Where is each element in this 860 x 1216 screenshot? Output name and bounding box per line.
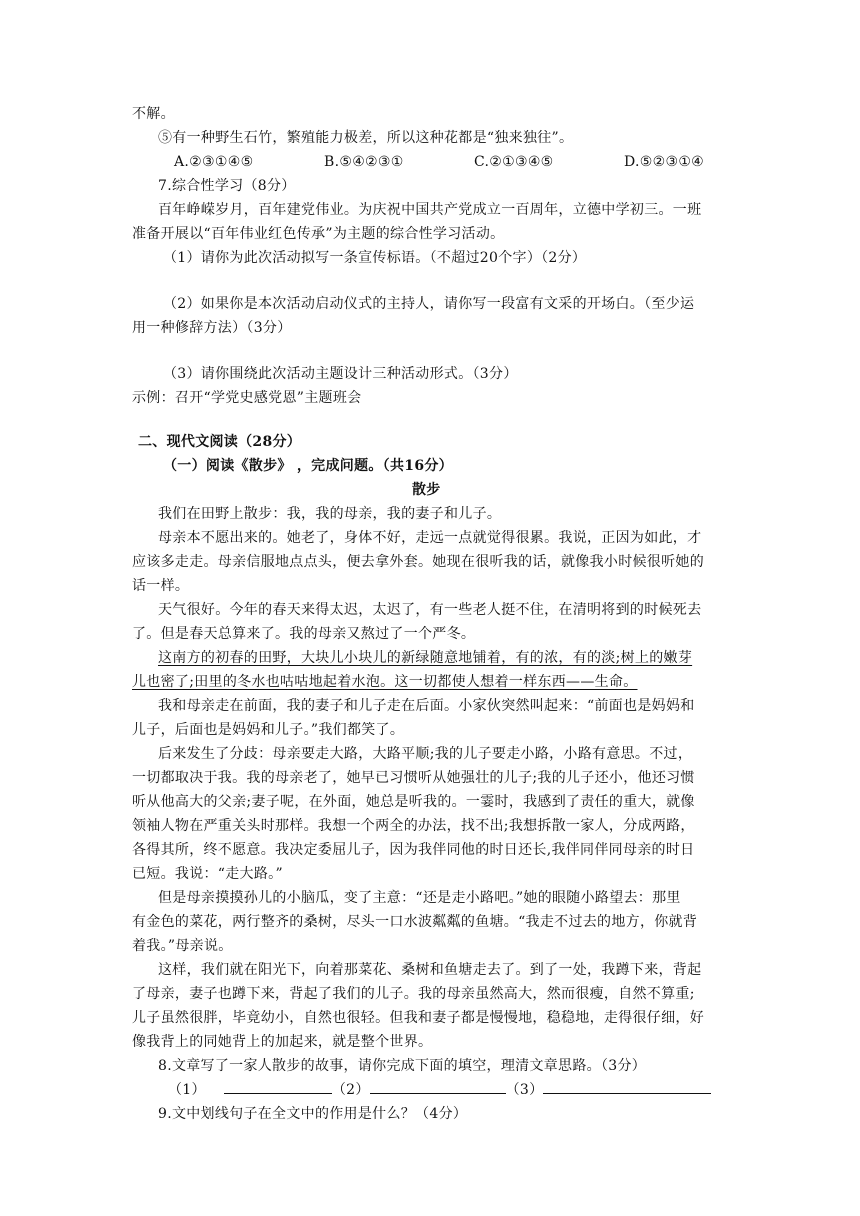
article-p3-l2: 了。但是春天总算来了。我的母亲又熬过了一个严冬。 <box>132 626 476 642</box>
article-p7-l2: 有金色的菜花，两行整齐的桑树，尽头一口水波粼粼的鱼塘。“我走不过去的地方，你就背 <box>132 914 698 930</box>
article-p2-l1: 母亲本不愿出来的。她老了，身体不好，走远一点就觉得很累。我说，正因为如此，才 <box>158 530 702 546</box>
article-p7-l1: 但是母亲摸摸孙儿的小脑瓜，变了主意：“还是走小路吧。”她的眼随小路望去：那里 <box>158 890 681 906</box>
q6-option-c: C.②①③④⑤ <box>474 154 554 170</box>
article-p8-l4: 像我背上的同她背上的加起来，就是整个世界。 <box>132 1034 433 1050</box>
article-p8-l2: 了母亲，妻子也蹲下来，背起了我们的儿子。我的母亲虽然高大，然而很瘦，自然不算重; <box>132 986 695 1002</box>
underlined-sentence-l2: 儿也密了;田里的冬水也咕咕地起着水泡。这一切都使人想着一样东西——生命。 <box>132 674 638 690</box>
q8-blank3-label: （3） <box>505 1082 544 1098</box>
article-title: 散步 <box>412 482 441 498</box>
article-p6-l3: 听从他高大的父亲;妻子呢，在外面，她总是听我的。一霎时，我感到了责任的重大，就像 <box>132 794 695 810</box>
q7-intro-line2: 准备开展以“百年伟业红色传承”为主题的综合性学习活动。 <box>132 226 505 242</box>
q8-blank1-label: （1） <box>168 1082 206 1098</box>
article-p2-l3: 话一样。 <box>132 578 190 594</box>
article-p7-l3: 着我。”母亲说。 <box>132 938 233 954</box>
q7-intro-line1: 百年峥嵘岁月，百年建党伟业。为庆祝中国共产党成立一百周年，立德中学初三。一班 <box>158 202 702 218</box>
article-p6-l5: 各得其所，终不愿意。我决定委屈儿子，因为我伴同他的时日还长,我伴同伴同母亲的时日 <box>132 842 695 858</box>
q7-sub2-line1: （2）如果你是本次活动启动仪式的主持人，请你写一段富有文采的开场白。（至少运 <box>163 296 695 312</box>
part1-heading: （一）阅读《散步》 ，完成问题。（共16分） <box>163 458 453 474</box>
q8-blank1[interactable] <box>224 1079 332 1094</box>
q7-sub3: （3）请你围绕此次活动主题设计三种活动形式。（3分） <box>163 366 518 382</box>
q6-sentence-5: ⑤有一种野生石竹，繁殖能力极差，所以这种花都是“独来独往”。 <box>158 130 574 146</box>
article-p6-l1: 后来发生了分歧：母亲要走大路，大路平顺;我的儿子要走小路，小路有意思。不过， <box>158 746 693 762</box>
q6-option-d: D.⑤②③①④ <box>624 154 705 170</box>
article-p5-l1: 我和母亲走在前面，我的妻子和儿子走在后面。小家伙突然叫起来：“前面也是妈妈和 <box>158 698 695 714</box>
q7-sub1: （1）请你为此次活动拟写一条宣传标语。（不超过20个字）（2分） <box>163 250 587 266</box>
article-p5-l2: 儿子，后面也是妈妈和儿子。”我们都笑了。 <box>132 722 405 738</box>
article-p8-l1: 这样，我们就在阳光下，向着那菜花、桑树和鱼塘走去了。到了一处，我蹲下来，背起 <box>158 962 702 978</box>
q8-blank2-label: （2） <box>331 1082 370 1098</box>
q8-blanks <box>168 1079 711 1101</box>
q8-blank2[interactable] <box>370 1079 506 1094</box>
q9-text: 9.文中划线句子在全文中的作用是什么？（4分） <box>158 1106 468 1122</box>
q7-sub2-line2: 用一种修辞方法）（3分） <box>132 320 292 336</box>
q8-text: 8.文章写了一家人散步的故事，请你完成下面的填空，理清文章思路。（3分） <box>158 1058 647 1074</box>
article-p6-l2: 一切都取决于我。我的母亲老了，她早已习惯听从她强壮的儿子;我的儿子还小，他还习惯 <box>132 770 695 786</box>
q6-options <box>174 151 704 173</box>
article-p6-l4: 领袖人物在严重关头时那样。我想一个两全的办法，找不出;我想拆散一家人，分成两路， <box>132 818 695 834</box>
q8-blank3[interactable] <box>543 1079 711 1094</box>
article-p3-l1: 天气很好。今年的春天来得太迟，太迟了，有一些老人挺不住，在清明将到的时候死去 <box>158 602 702 618</box>
q6-fragment: 不解。 <box>132 106 175 122</box>
section2-heading: 二、现代文阅读（28分） <box>138 434 302 450</box>
q6-option-a: A.②③①④⑤ <box>174 154 254 170</box>
article-p1: 我们在田野上散步：我，我的母亲，我的妻子和儿子。 <box>158 506 502 522</box>
q7-example: 示例：召开“学党史感党恩”主题班会 <box>132 390 362 406</box>
q6-option-b: B.⑤④②③① <box>324 154 404 170</box>
q7-heading: 7.综合性学习（8分） <box>158 178 296 194</box>
article-p6-l6: 已短。我说：“走大路。” <box>132 866 283 882</box>
article-p2-l2: 应该多走走。母亲信服地点点头，便去拿外套。她现在很听我的话，就像我小时候很听她的 <box>132 554 704 570</box>
underlined-sentence-l1: 这南方的初春的田野，大块儿小块儿的新绿随意地铺着，有的浓，有的淡;树上的嫩芽 <box>158 650 693 666</box>
article-p8-l3: 儿子虽然很胖，毕竟幼小，自然也很轻。但我和妻子都是慢慢地，稳稳地，走得很仔细，好 <box>132 1010 704 1026</box>
